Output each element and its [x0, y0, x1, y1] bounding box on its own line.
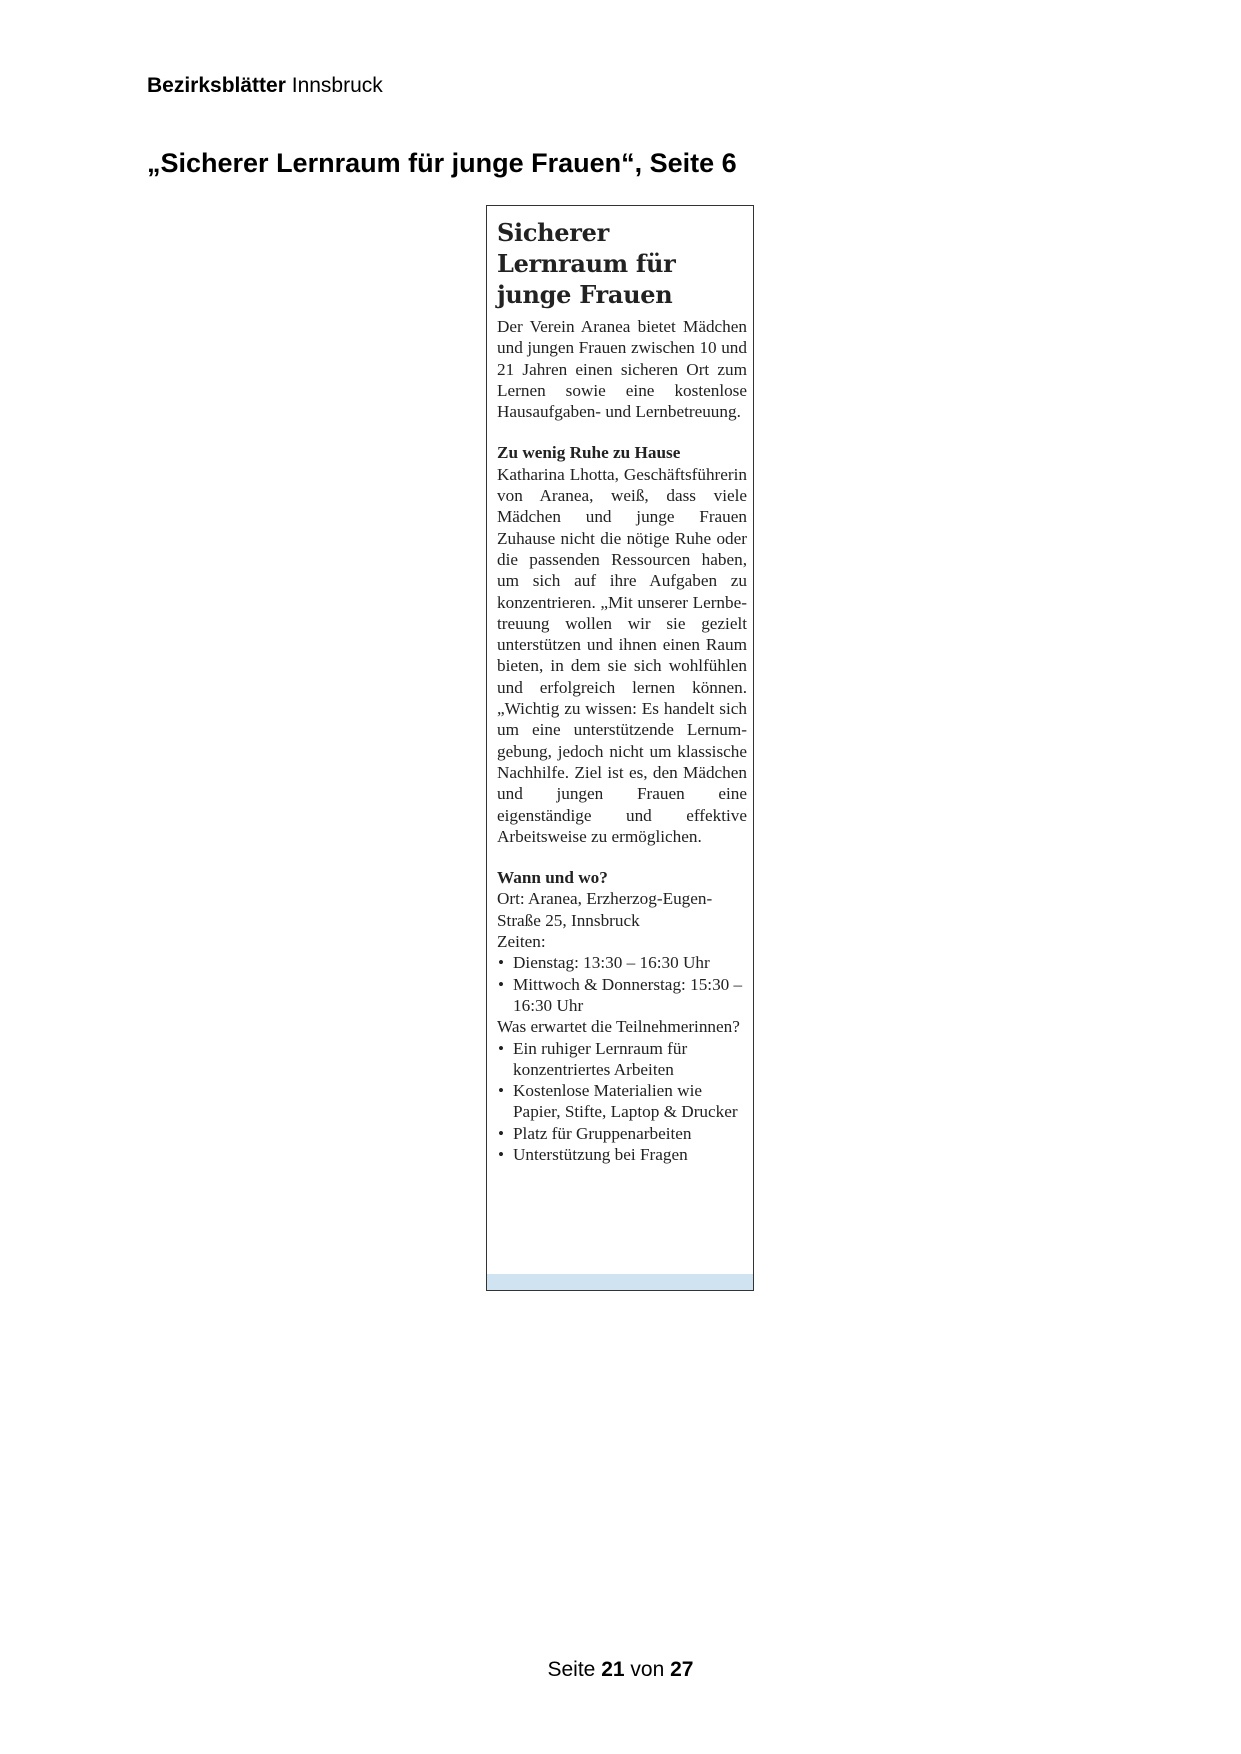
publication-location: Innsbruck [291, 74, 383, 97]
expectations-list [497, 1038, 747, 1166]
list-item: • Mittwoch & Donnerstag: 15:30 – 16:30 Uhr [497, 974, 747, 1017]
clipping-intro: Der Verein Aranea bietet Mädchen und jungen Frauen zwischen 10 und 21 Jahren einen sicheren Ort zum Lernen sowie eine kostenlose Hausaufgaben- und Lernbetreuung. [497, 317, 747, 422]
expect-question: Was erwartet die Teilnehmerinnen? [497, 1017, 740, 1037]
list-item: • Unterstützung bei Fragen [497, 1144, 747, 1165]
page-number-total: 27 [670, 1658, 694, 1681]
section-heading-ruhe: Zu wenig Ruhe zu Hause [497, 443, 681, 463]
clipping-headline: Sicherer Lernraum für junge Frauen [497, 218, 676, 309]
section-heading-wann-wo: Wann und wo? [497, 868, 608, 888]
section-text-ruhe: Katharina Lhotta, Geschäftsführerin von Aranea, weiß, dass viele Mädchen und junge Frauen Zuhause nicht die nötige Ruhe oder die passenden Ressourcen haben, um sich auf ihre Aufgaben zu konzentrieren. „Mit unserer Lernbetreuung wollen wir sie gezielt unterstützen und ihnen einen Raum bieten, in dem sie sich wohlfühlen und erfolgreich lernen können. „Wichtig zu wissen: Es handelt sich um eine unterstützende Lernumgebung, jedoch nicht um klassische Nachhilfe. Ziel ist es, den Mädchen und jungen Frauen eine eigenständige und effektive Arbeitsweise zu ermöglichen. [497, 464, 747, 846]
page-number [0, 1657, 1241, 1683]
location-line: Ort: Aranea, Erzherzog-Eugen-Straße 25, Innsbruck [497, 889, 713, 930]
article-title: „Sicherer Lernraum für junge Frauen“, Seite 6 [147, 148, 737, 178]
page-header [147, 73, 383, 99]
times-label: Zeiten: [497, 932, 546, 952]
times-list [497, 952, 747, 1016]
page-number-prefix: Seite [547, 1658, 596, 1681]
page-number-middle: von [630, 1658, 665, 1681]
clipping-footer-bar [487, 1274, 753, 1290]
list-item: • Kostenlose Materialien wie Papier, Stifte, Laptop & Drucker [497, 1080, 747, 1123]
publication-name: Bezirksblätter [147, 74, 286, 97]
page-number-current: 21 [601, 1658, 625, 1681]
list-item: • Ein ruhiger Lernraum für konzentriertes Arbeiten [497, 1038, 747, 1081]
list-item: • Dienstag: 13:30 – 16:30 Uhr [497, 952, 747, 973]
newspaper-clipping [486, 205, 754, 1291]
list-item: • Platz für Gruppenarbeiten [497, 1123, 747, 1144]
